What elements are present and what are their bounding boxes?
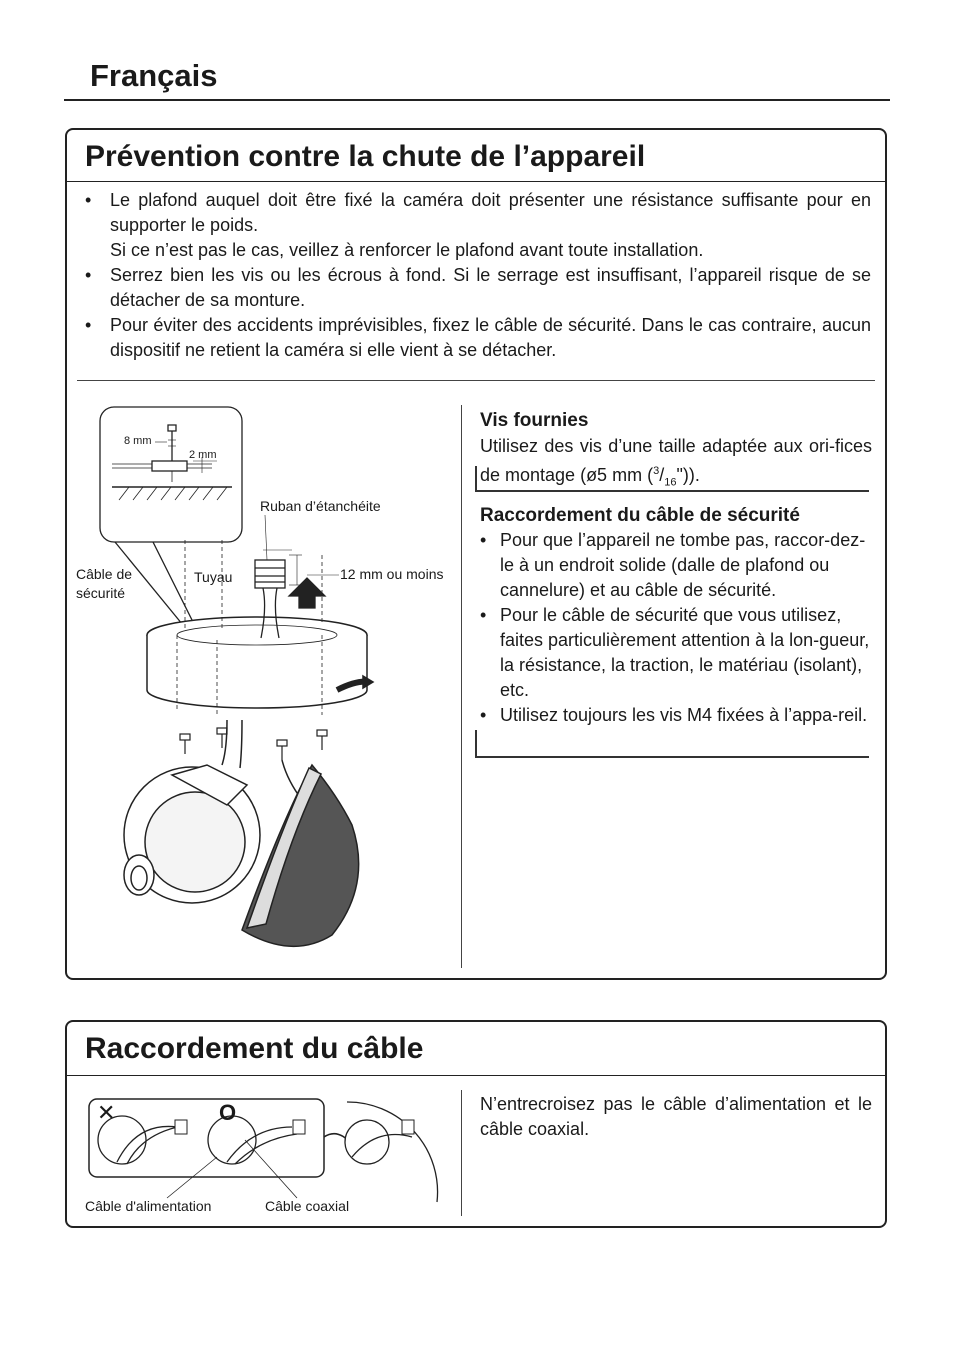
language-rule (64, 99, 890, 101)
safety-cable-title: Raccordement du câble de sécurité (480, 505, 800, 526)
list-item (480, 528, 872, 603)
precaution-text: Serrez bien les vis ou les écrous à fond. Si le serrage est insuffisant, l’appareil risque de se détacher de sa monture. (110, 265, 871, 310)
safety-cable-label-line1: Câble de (76, 566, 133, 582)
fraction-denominator: 16 (664, 476, 677, 489)
safety-cable-text: Utilisez toujours les vis M4 fixées à l’appa-reil. (500, 705, 868, 725)
wrong-mark-icon: ✕ (97, 1100, 116, 1125)
safety-cable-list (480, 528, 872, 728)
dimension-2mm-label: 2 mm (189, 449, 217, 461)
bullet-marker: • (480, 530, 487, 550)
cable-connection-title: Raccordement du câble (85, 1032, 424, 1065)
bullet-marker: • (480, 705, 487, 725)
screws-text-end: ")). (676, 465, 700, 485)
sealing-tape-label: Ruban d’étanchéite (260, 498, 381, 514)
power-cable-label: Câble d'alimentation (85, 1198, 212, 1214)
precaution-text: Pour éviter des accidents imprévisibles, fixez le câble de sécurité. Dans le cas contraire, aucun dispositif ne retient la caméra si elle vient à se détacher. (110, 315, 871, 360)
list-item (480, 703, 872, 728)
note-bracket (475, 466, 869, 492)
pipe-label: Tuyau (194, 569, 233, 585)
fraction-numerator: 3 (653, 465, 660, 477)
list-item (480, 603, 872, 703)
safety-cable-text: Pour le câble de sécurité que vous utilisez, faites particulièrement attention à la lon-gueur, la résistance, la traction, le matériau (isolant), etc. (500, 605, 870, 700)
screws-text-main: Utilisez des vis d’une taille adaptée aux ori-fices de montage (ø5 mm ( (480, 436, 872, 485)
coax-cable-label: Câble coaxial (265, 1198, 350, 1214)
fraction-slash: / (659, 465, 665, 485)
max-length-label: 12 mm ou moins (340, 566, 444, 582)
fall-prevention-title: Prévention contre la chute de l’appareil (85, 140, 646, 173)
cable-connection-section (65, 1020, 887, 1228)
screw-icons (180, 728, 327, 760)
bullet-marker: • (480, 605, 487, 625)
dimension-8mm-label: 8 mm (124, 435, 152, 447)
precaution-text: Le plafond auquel doit être fixé la caméra doit présenter une résistance suffisante pour en supporter le poids. (110, 190, 871, 235)
camera-body (124, 720, 359, 946)
screws-title: Vis fournies (480, 410, 589, 431)
cable-routing-diagram (67, 1022, 462, 1222)
safety-cable-text: Pour que l’appareil ne tombe pas, raccor-dez-le à un endroit solide (dalle de plafond ou cannelure) et au câble de sécurité. (500, 530, 866, 600)
installation-diagram (67, 130, 462, 968)
safety-cable-label-line2: sécurité (76, 585, 126, 601)
language-heading: Français (90, 58, 218, 93)
bullet-marker: • (85, 265, 92, 285)
bullet-marker: • (85, 315, 92, 335)
correct-mark-icon: O (219, 1100, 237, 1125)
fall-prevention-section (65, 128, 887, 980)
cable-note: N’entrecroisez pas le câble d’alimentation et le câble coaxial. (480, 1094, 872, 1139)
precaution-text: Si ce n’est pas le cas, veillez à renforcer le plafond avant toute installation. (110, 240, 704, 260)
note-bracket (475, 730, 869, 758)
bullet-marker: • (85, 190, 92, 210)
